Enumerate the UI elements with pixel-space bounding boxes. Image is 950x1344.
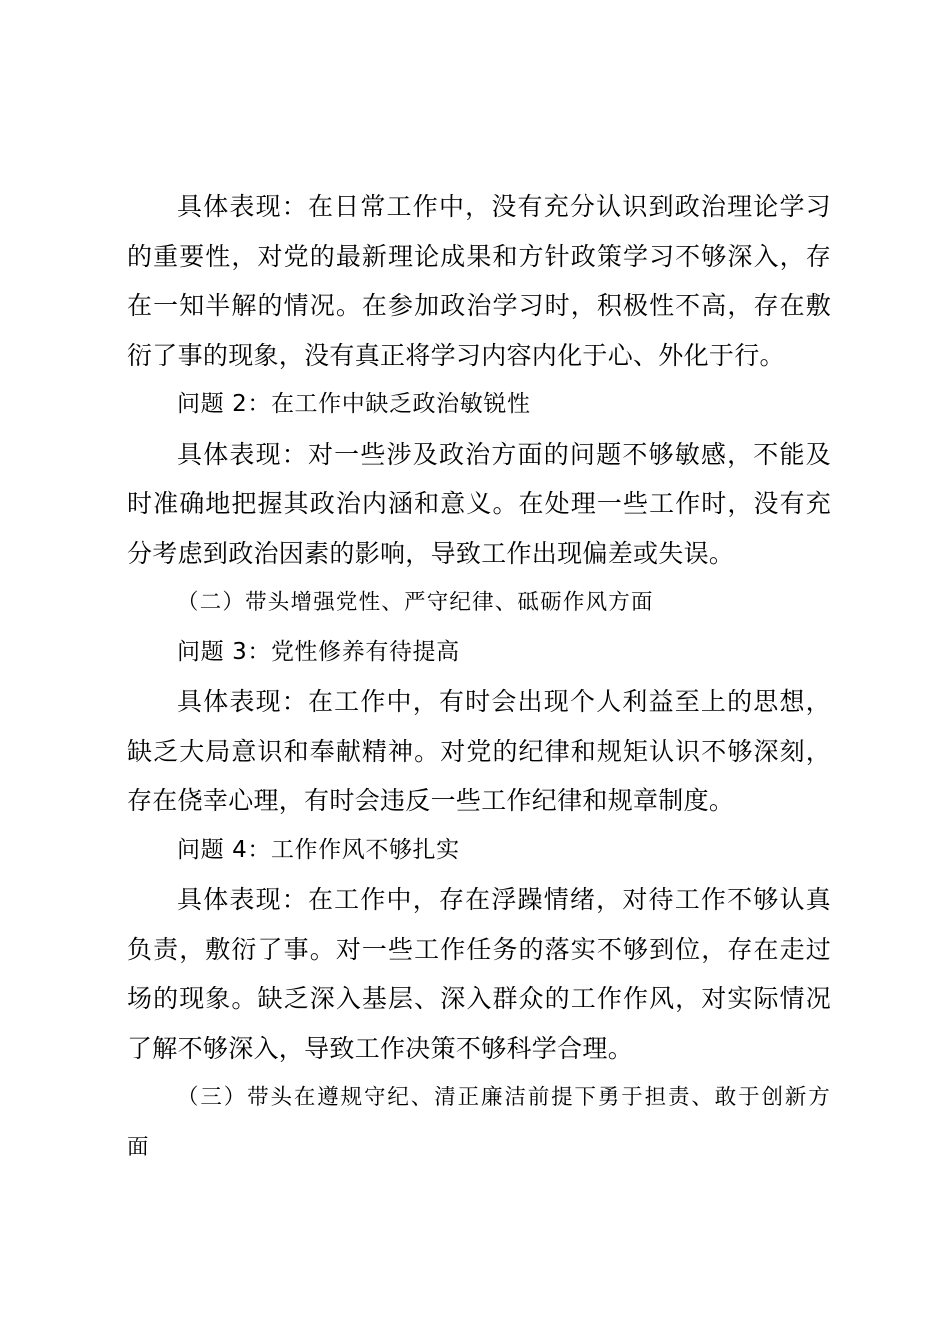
document-body <box>127 182 831 1172</box>
section-2-heading: （二）带头增强党性、严守纪律、砥砺作风方面 <box>177 590 654 615</box>
paragraph-political-sensitivity-detail: 具体表现：对一些涉及政治方面的问题不够敏感，不能及时准确地把握其政治内涵和意义。在处理一些工作时，没有充分考虑到政治因素的影响，导致工作出现偏差或失误。 <box>127 439 831 568</box>
section-3-heading: （三）带头在遵规守纪、清正廉洁前提下勇于担责、敢于创新方面 <box>127 1085 831 1160</box>
paragraph-work-style-detail: 具体表现：在工作中，存在浮躁情绪，对待工作不够认真负责，敷衍了事。对一些工作任务的落实不够到位，存在走过场的现象。缺乏深入基层、深入群众的工作作风，对实际情况了解不够深入，导致工作决策不够科学合理。 <box>127 885 831 1063</box>
issue-4-heading: 问题 4：工作作风不够扎实 <box>177 836 460 863</box>
paragraph-party-spirit-detail: 具体表现：在工作中，有时会出现个人利益至上的思想，缺乏大局意识和奉献精神。对党的纪律和规矩认识不够深刻，存在侥幸心理，有时会违反一些工作纪律和规章制度。 <box>127 687 831 815</box>
paragraph-political-study-detail: 具体表现：在日常工作中，没有充分认识到政治理论学习的重要性，对党的最新理论成果和方针政策学习不够深入，存在一知半解的情况。在参加政治学习时，积极性不高，存在敷衍了事的现象，没有真正将学习内容内化于心、外化于行。 <box>127 192 831 370</box>
issue-2-heading: 问题 2：在工作中缺乏政治敏锐性 <box>177 391 531 417</box>
issue-3-heading: 问题 3：党性修养有待提高 <box>177 638 460 665</box>
